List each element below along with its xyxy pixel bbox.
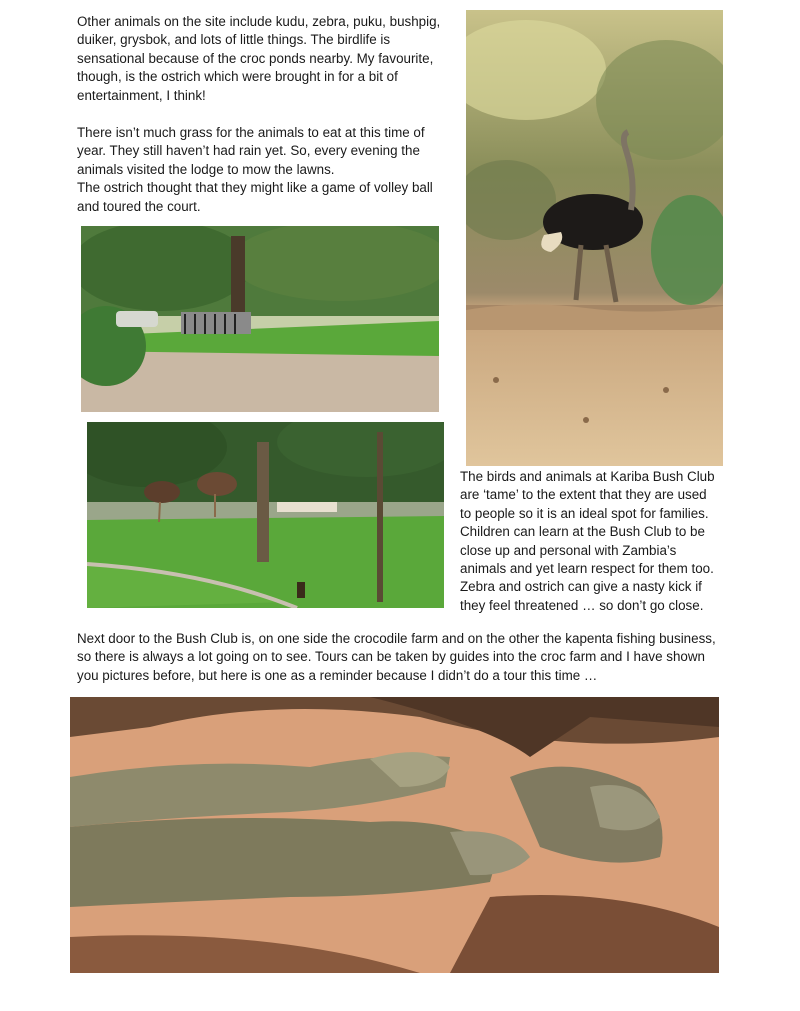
text-line: close up and personal with Zambia’s bbox=[460, 542, 677, 558]
text-line: Other animals on the site include kudu, zebra, puku, bushpig, bbox=[77, 14, 441, 29]
text-line: though, is the ostrich which were brought in for a bit of bbox=[77, 69, 398, 85]
text-line: Zebra and ostrich can give a nasty kick if bbox=[460, 579, 702, 595]
text-line: animals and yet learn respect for them too. bbox=[460, 561, 714, 577]
paragraph-tame-animals bbox=[460, 468, 715, 615]
text-line: duiker, grysbok, and lots of little things. The birdlife is bbox=[77, 32, 391, 48]
paragraph-grass bbox=[77, 124, 433, 216]
ostrich-lawn-photo bbox=[87, 422, 444, 608]
text-line: you pictures before, but here is one as a reminder because I didn’t do a tour this time … bbox=[77, 667, 598, 683]
crocodile-photo bbox=[70, 697, 719, 973]
paragraph-other-animals bbox=[77, 13, 440, 105]
text-line: sensational because of the croc ponds nearby. My favourite, bbox=[77, 50, 434, 66]
text-line: Next door to the Bush Club is, on one side the crocodile farm and on the other the kapenta fishing business, bbox=[77, 631, 716, 646]
text-line: are ‘tame’ to the extent that they are used bbox=[460, 487, 707, 503]
text-line: Children can learn at the Bush Club to be bbox=[460, 524, 705, 540]
text-line: The birds and animals at Kariba Bush Club bbox=[460, 469, 715, 484]
text-line: entertainment, I think! bbox=[77, 87, 206, 103]
text-line: The ostrich thought that they might like a game of volley ball bbox=[77, 180, 433, 196]
text-line: There isn’t much grass for the animals to eat at this time of bbox=[77, 125, 425, 140]
text-line: they feel threatened … so don’t go close. bbox=[460, 597, 704, 613]
text-line: year. They still haven’t had rain yet. So, every evening the bbox=[77, 143, 420, 159]
paragraph-next-door bbox=[77, 630, 716, 685]
ostrich-photo bbox=[466, 10, 723, 466]
zebra-lawn-photo bbox=[81, 226, 439, 412]
text-line: animals visited the lodge to mow the lawns. bbox=[77, 161, 335, 177]
text-line: and toured the court. bbox=[77, 198, 201, 214]
text-line: to people so it is an ideal spot for families. bbox=[460, 505, 709, 521]
text-line: so there is always a lot going on to see. Tours can be taken by guides into the croc farm and I have shown bbox=[77, 649, 705, 665]
